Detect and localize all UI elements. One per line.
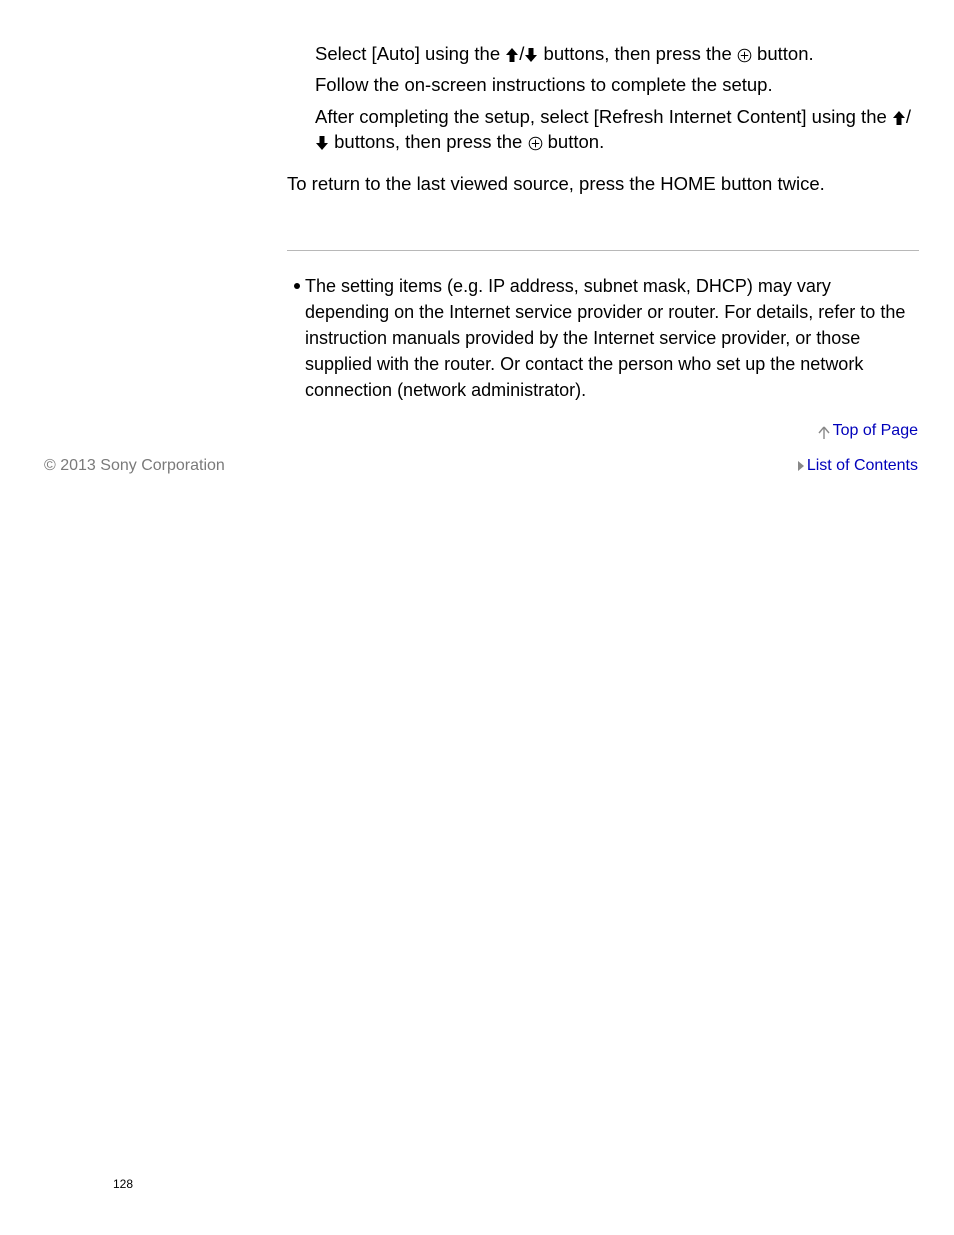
triangle-right-icon — [797, 460, 805, 472]
section-divider — [287, 250, 919, 251]
slash-separator: / — [519, 43, 525, 64]
enter-button-icon — [528, 136, 543, 151]
step-select-auto — [315, 41, 915, 66]
enter-button-icon — [737, 48, 752, 63]
down-arrow-icon — [315, 135, 329, 151]
top-of-page-link[interactable]: Top of Page — [832, 422, 918, 439]
step-text: button. — [542, 131, 605, 152]
step-refresh-content — [315, 104, 915, 154]
return-instruction: To return to the last viewed source, press the HOME button twice. — [287, 173, 825, 194]
list-of-contents-link[interactable]: List of Contents — [806, 457, 918, 474]
step-text: buttons, then press the — [329, 131, 528, 152]
step-text: Select [Auto] using the — [315, 43, 506, 64]
step-text: After completing the setup, select [Refresh Internet Content] using the — [315, 106, 892, 127]
down-arrow-icon — [524, 47, 538, 63]
list-of-contents-link-group[interactable] — [797, 456, 918, 476]
step-text: buttons, then press the — [538, 43, 737, 64]
copyright: © 2013 Sony Corporation — [44, 457, 225, 474]
up-arrow-icon — [505, 47, 519, 63]
note-text: The setting items (e.g. IP address, subnet mask, DHCP) may vary depending on the Internet service provider or router. For details, refer to the instruction manuals provided by the Internet service provider, or those supplied with the router. Or contact the person who set up the network connection (network administrator). — [305, 276, 906, 400]
bullet-icon — [293, 273, 305, 403]
note-item — [293, 273, 919, 403]
up-arrow-link-icon — [818, 426, 830, 440]
up-arrow-icon — [892, 110, 906, 126]
slash-separator: / — [905, 106, 912, 127]
step-follow-instructions: Follow the on-screen instructions to complete the setup. — [315, 74, 773, 95]
top-of-page-link-group[interactable] — [818, 421, 918, 441]
step-text: button. — [751, 43, 814, 64]
page-number: 128 — [113, 1177, 134, 1191]
